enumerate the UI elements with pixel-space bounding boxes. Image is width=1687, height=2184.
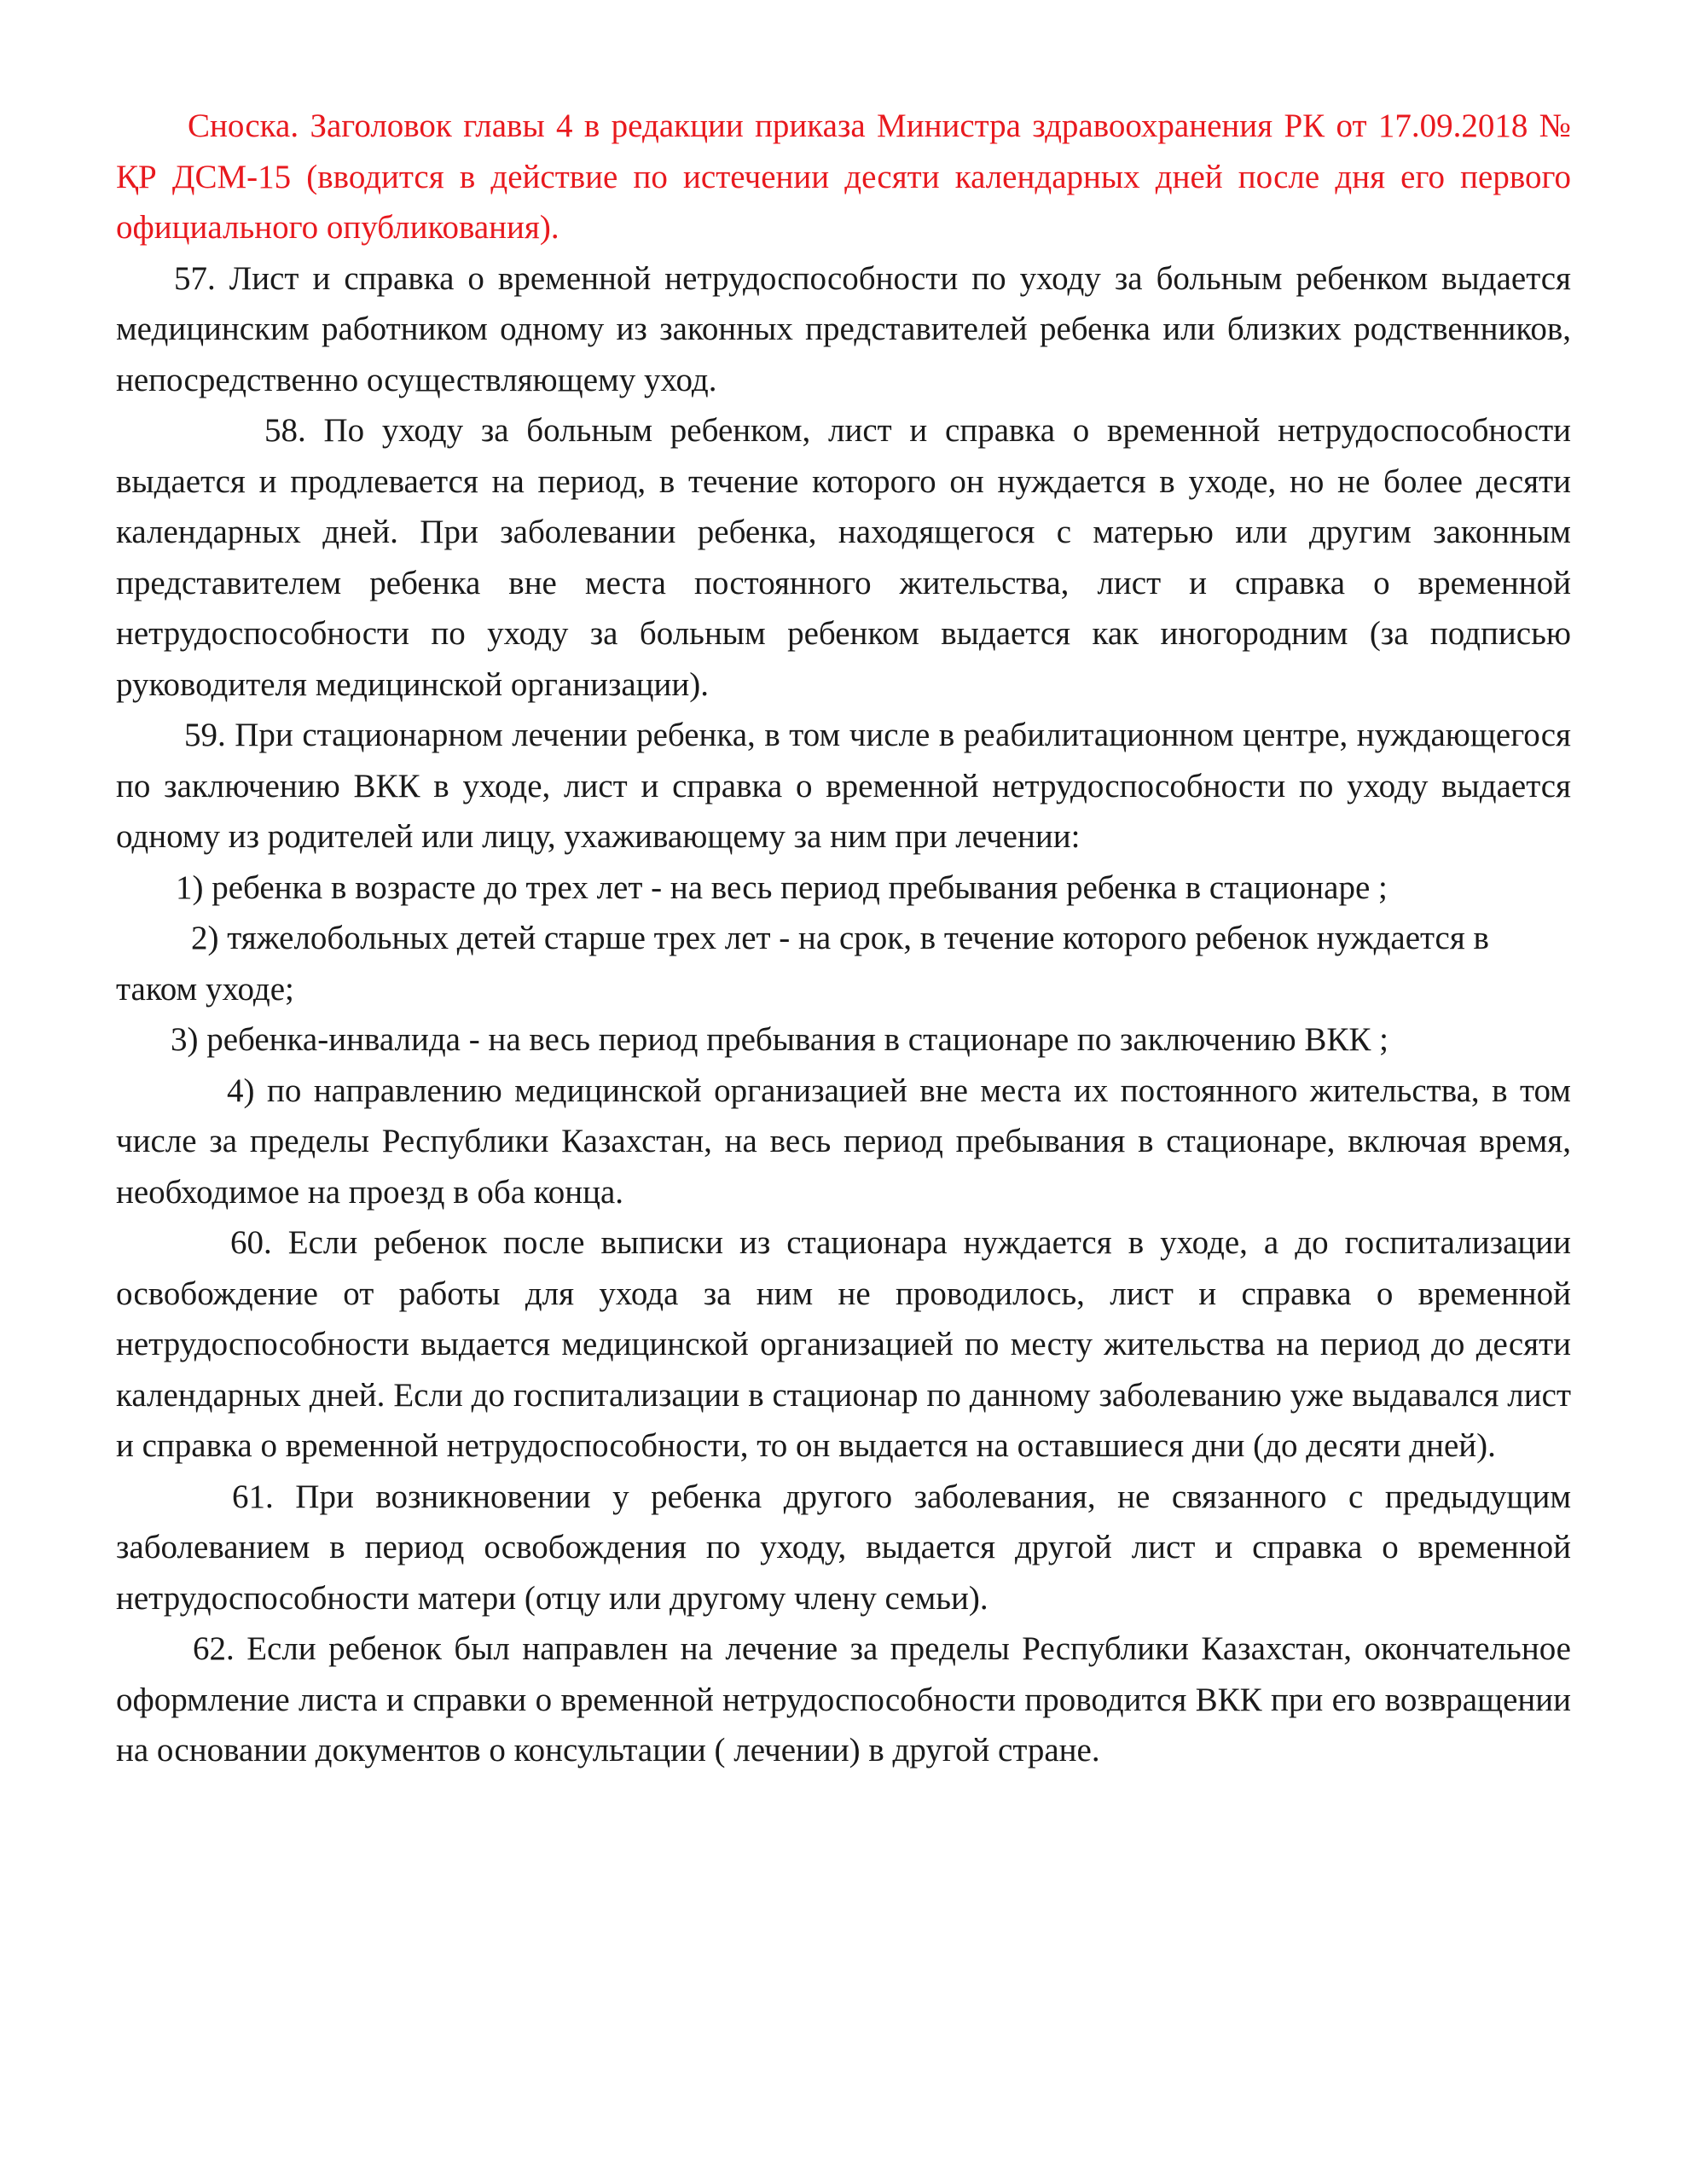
list-item-4: 4) по направлению медицинской организацией вне места их постоянного жительства, в том числе за пределы Республики Казахстан, на весь период пребывания в стационаре, включая время, необходимое на проезд в оба конца. — [116, 1072, 1571, 1211]
paragraph-62: 62. Если ребенок был направлен на лечение за пределы Республики Казахстан, окончательное оформление листа и справки о временной нетрудоспособности проводится ВКК при его возвращении на основании документов о консультации ( лечении) в другой стране. — [116, 1630, 1571, 1769]
document-page — [116, 101, 1571, 1776]
list-item-1: 1) ребенка в возрасте до трех лет - на весь период пребывания ребенка в стационаре ; — [176, 868, 1388, 906]
list-item-3: 3) ребенка-инвалида - на весь период пребывания в стационаре по заключению ВКК ; — [171, 1021, 1388, 1058]
paragraph-58: 58. По уходу за больным ребенком, лист и справка о временной нетрудоспособности выдается и продлевается на период, в течение которого он нуждается в уходе, но не более десяти календарных дней. При заболевании ребенка, находящегося с матерью или другим законным представителем ребенка вне места постоянного жительства, лист и справка о временной нетрудоспособности по уходу за больным ребенком выдается как иногородним (за подписью руководителя медицинской организации). — [116, 412, 1571, 703]
footnote: Сноска. Заголовок главы 4 в редакции приказа Министра здравоохранения РК от 17.09.2018 № ҚР ДСМ-15 (вводится в действие по истечении десяти календарных дней после дня его первого официального опубликования). — [116, 107, 1571, 246]
paragraph-57: 57. Лист и справка о временной нетрудоспособности по уходу за больным ребенком выдается медицинским работником одному из законных представителей ребенка или близких родственников, непосредственно осуществляющему уход. — [116, 259, 1571, 398]
paragraph-59: 59. При стационарном лечении ребенка, в том числе в реабилитационном центре, нуждающегося по заключению ВКК в уходе, лист и справка о временной нетрудоспособности по уходу выдается одному из родителей или лицу, ухаживающему за ним при лечении: — [116, 717, 1571, 855]
list-item-2: 2) тяжелобольных детей старше трех лет - на срок, в течение которого ребенок нуждается в таком уходе; — [116, 920, 1489, 1008]
paragraph-61: 61. При возникновении у ребенка другого заболевания, не связанного с предыдущим заболеванием в период освобождения по уходу, выдается другой лист и справка о временной нетрудоспособности матери (отцу или другому члену семьи). — [116, 1478, 1571, 1617]
paragraph-60: 60. Если ребенок после выписки из стационара нуждается в уходе, а до госпитализации освобождение от работы для ухода за ним не проводилось, лист и справка о временной нетрудоспособности выдается медицинской организацией по месту жительства на период до десяти календарных дней. Если до госпитализации в стационар по данному заболеванию уже выдавался лист и справка о временной нетрудоспособности, то он выдается на оставшиеся дни (до десяти дней). — [116, 1224, 1571, 1464]
